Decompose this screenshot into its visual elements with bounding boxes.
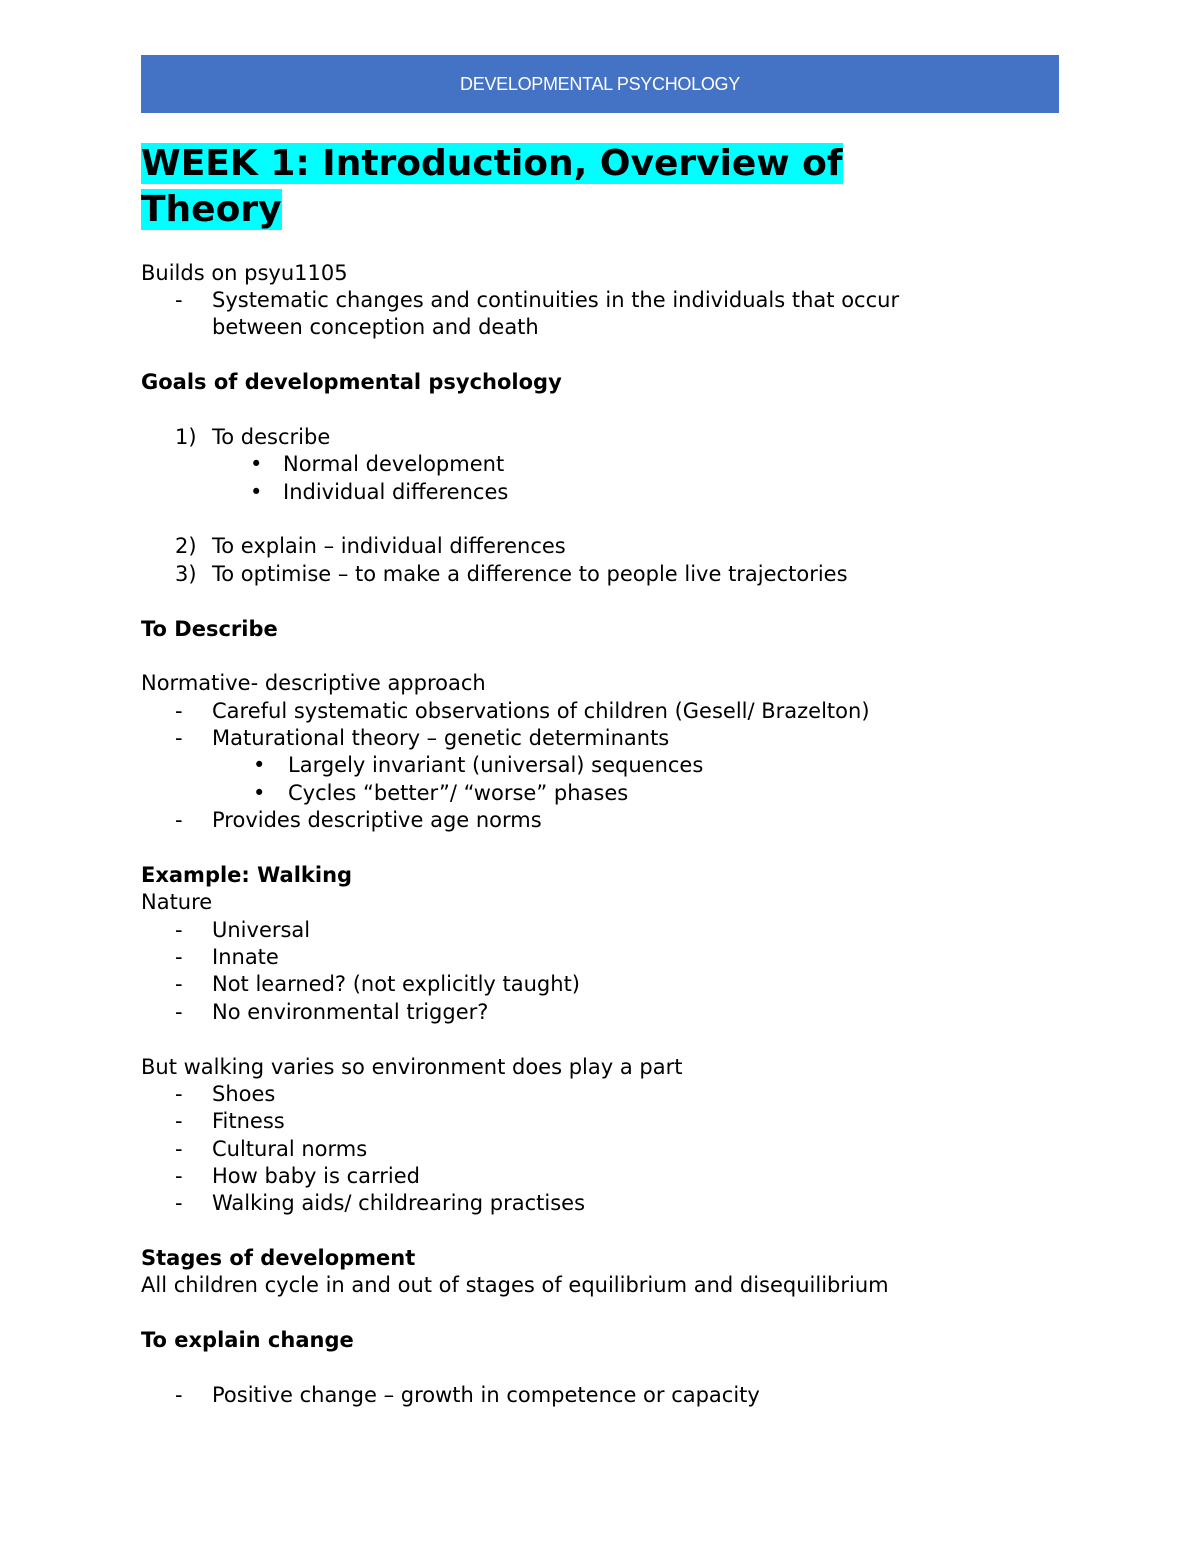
intro-text: Builds on psyu1105 bbox=[141, 261, 348, 285]
walking-heading: Example: Walking bbox=[141, 863, 353, 887]
explain-heading: To explain change bbox=[141, 1328, 354, 1352]
nature-item: Not learned? (not explicitly taught) bbox=[212, 972, 581, 996]
dash-marker: - bbox=[175, 1082, 183, 1106]
describe-item: Provides descriptive age norms bbox=[212, 808, 542, 832]
intro-bullet-line-1: Systematic changes and continuities in the individuals that occur bbox=[212, 288, 900, 312]
describe-item: Maturational theory – genetic determinants bbox=[212, 726, 670, 750]
title-line-1: WEEK 1: Introduction, Overview of bbox=[141, 143, 843, 184]
dash-marker: - bbox=[175, 918, 183, 942]
number-marker: 3) bbox=[175, 562, 197, 586]
env-item: Shoes bbox=[212, 1082, 276, 1106]
goals-heading: Goals of developmental psychology bbox=[141, 370, 562, 394]
describe-subitem: Cycles “better”/ “worse” phases bbox=[288, 781, 629, 805]
nature-item: Innate bbox=[212, 945, 279, 969]
dash-marker: - bbox=[175, 699, 183, 723]
env-item: Fitness bbox=[212, 1109, 285, 1133]
page-title bbox=[141, 141, 843, 233]
dash-marker: - bbox=[175, 1383, 183, 1407]
title-line-2: Theory bbox=[141, 189, 282, 230]
page-header bbox=[141, 55, 1059, 113]
nature-item: Universal bbox=[212, 918, 311, 942]
goal-subitem: Individual differences bbox=[283, 480, 509, 504]
bullet-marker: • bbox=[253, 753, 266, 777]
bullet-marker: • bbox=[250, 480, 263, 504]
env-item: Walking aids/ childrearing practises bbox=[212, 1191, 586, 1215]
describe-item: Careful systematic observations of children (Gesell/ Brazelton) bbox=[212, 699, 870, 723]
dash-marker: - bbox=[175, 972, 183, 996]
nature-item: No environmental trigger? bbox=[212, 1000, 489, 1024]
dash-marker: - bbox=[175, 1191, 183, 1215]
goal-item-1: To describe bbox=[212, 425, 331, 449]
dash-marker: - bbox=[175, 1000, 183, 1024]
dash-marker: - bbox=[175, 1109, 183, 1133]
goal-item-2: To explain – individual differences bbox=[212, 534, 566, 558]
stages-text: All children cycle in and out of stages of equilibrium and disequilibrium bbox=[141, 1273, 889, 1297]
describe-heading: To Describe bbox=[141, 617, 278, 641]
dash-marker: - bbox=[175, 288, 183, 312]
walking-env-text: But walking varies so environment does play a part bbox=[141, 1055, 683, 1079]
dash-marker: - bbox=[175, 1164, 183, 1188]
env-item: Cultural norms bbox=[212, 1137, 368, 1161]
number-marker: 2) bbox=[175, 534, 197, 558]
dash-marker: - bbox=[175, 1137, 183, 1161]
explain-item: Positive change – growth in competence or capacity bbox=[212, 1383, 760, 1407]
header-text: DEVELOPMENTAL PSYCHOLOGY bbox=[460, 73, 740, 94]
goal-subitem: Normal development bbox=[283, 452, 505, 476]
stages-heading: Stages of development bbox=[141, 1246, 416, 1270]
bullet-marker: • bbox=[253, 781, 266, 805]
number-marker: 1) bbox=[175, 425, 197, 449]
describe-subitem: Largely invariant (universal) sequences bbox=[288, 753, 704, 777]
describe-approach: Normative- descriptive approach bbox=[141, 671, 486, 695]
dash-marker: - bbox=[175, 945, 183, 969]
intro-bullet-line-2: between conception and death bbox=[212, 315, 539, 339]
dash-marker: - bbox=[175, 808, 183, 832]
dash-marker: - bbox=[175, 726, 183, 750]
goal-item-3: To optimise – to make a difference to people live trajectories bbox=[212, 562, 848, 586]
bullet-marker: • bbox=[250, 452, 263, 476]
walking-nature: Nature bbox=[141, 890, 213, 914]
env-item: How baby is carried bbox=[212, 1164, 420, 1188]
